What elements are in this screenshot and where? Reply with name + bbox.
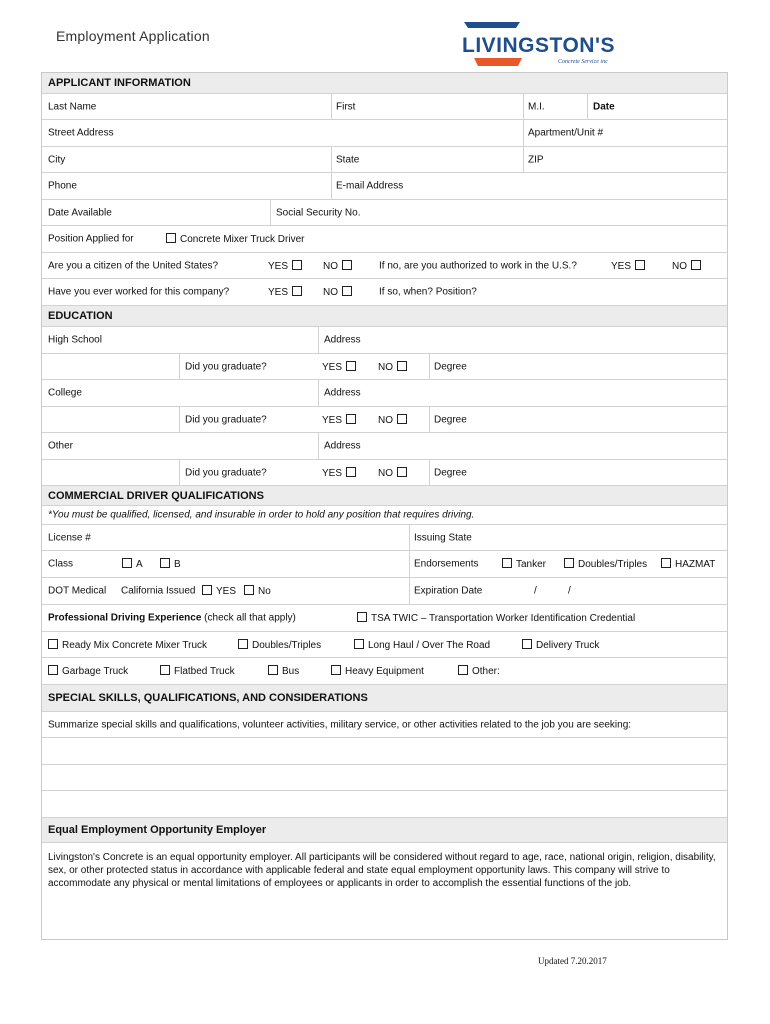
citizen-no[interactable]: NO: [323, 260, 356, 272]
college-label: College: [48, 387, 82, 399]
checkbox[interactable]: [244, 585, 254, 595]
street-row: [42, 120, 727, 147]
other-edu-field[interactable]: [42, 433, 318, 459]
checkbox[interactable]: [166, 233, 176, 243]
checkbox[interactable]: [346, 361, 356, 371]
last-name-label: Last Name: [48, 101, 97, 112]
graduate-question: Did you graduate?: [185, 467, 267, 478]
checkbox[interactable]: [48, 665, 58, 675]
tanker-option[interactable]: Tanker: [502, 558, 546, 570]
city-label: City: [48, 154, 66, 165]
delivery-option[interactable]: Delivery Truck: [522, 639, 599, 651]
worked-no[interactable]: NO: [323, 286, 356, 298]
phone-label: Phone: [48, 180, 77, 192]
date-separator: /: [568, 585, 571, 597]
authorized-yes[interactable]: YES: [611, 260, 649, 272]
authorized-question: If no, are you authorized to work in the U.S.?: [379, 260, 577, 271]
position-option: Concrete Mixer Truck Driver: [166, 233, 304, 245]
skills-line-1[interactable]: [42, 738, 727, 765]
ssn-label: Social Security No.: [276, 207, 361, 218]
apt-label: Apartment/Unit #: [528, 127, 604, 139]
updated-date: Updated 7.20.2017: [538, 956, 607, 966]
logo-subtitle: Concrete Service inc: [558, 59, 608, 65]
degree-field[interactable]: [429, 407, 730, 432]
section-title: Equal Employment Opportunity Employer: [48, 824, 267, 836]
checkbox[interactable]: [357, 612, 367, 622]
class-label: Class: [48, 558, 74, 570]
zip-field[interactable]: [523, 147, 730, 172]
college-field[interactable]: [42, 380, 318, 406]
city-field[interactable]: [42, 147, 331, 172]
checkbox[interactable]: [397, 361, 407, 371]
tsa-option[interactable]: TSA TWIC – Transportation Worker Identification Credential: [357, 612, 635, 624]
section-header-education: [42, 306, 727, 327]
graduate-question: Did you graduate?: [185, 414, 267, 425]
skills-prompt-row: [42, 712, 727, 738]
other-edu-label: Other: [48, 440, 74, 452]
last-name-field[interactable]: [42, 94, 331, 119]
apt-field[interactable]: [523, 120, 730, 146]
heavy-option[interactable]: Heavy Equipment: [331, 665, 424, 677]
other-address-field[interactable]: [318, 433, 730, 459]
checkbox[interactable]: [458, 665, 468, 675]
section-title: EDUCATION: [48, 310, 113, 322]
street-field[interactable]: [42, 120, 523, 146]
ca-issued-label: California Issued: [121, 585, 196, 597]
section-header-skills: [42, 685, 727, 712]
checkbox[interactable]: [292, 286, 302, 296]
checkbox[interactable]: [331, 665, 341, 675]
endorsements-cell: [409, 551, 730, 577]
state-label: State: [336, 154, 360, 165]
grad-no[interactable]: NO: [378, 467, 411, 479]
license-row: [42, 525, 727, 551]
graduate-cell: [179, 460, 430, 485]
when-question: If so, when? Position?: [379, 286, 477, 298]
experience-row-1: [42, 632, 727, 658]
degree-label: Degree: [434, 414, 467, 425]
checkbox[interactable]: [202, 585, 212, 595]
grad-no[interactable]: NO: [378, 361, 411, 373]
grad-yes[interactable]: YES: [322, 467, 360, 479]
logo-wordmark: LIVINGSTON'S: [462, 34, 615, 57]
high-school-label: High School: [48, 334, 102, 346]
cdl-note: *You must be qualified, licensed, and insurable in order to hold any position that requires driving.: [48, 509, 475, 521]
date-available-label: Date Available: [48, 207, 112, 218]
graduate-cell: [179, 354, 430, 379]
license-field[interactable]: [42, 525, 409, 550]
checkbox[interactable]: [238, 639, 248, 649]
flatbed-option[interactable]: Flatbed Truck: [160, 665, 235, 677]
high-school-field[interactable]: [42, 327, 318, 353]
license-label: License #: [48, 532, 91, 543]
citizen-yes[interactable]: YES: [268, 260, 306, 272]
worked-question: Have you ever worked for this company?: [48, 286, 230, 298]
degree-field[interactable]: [429, 354, 730, 379]
street-label: Street Address: [48, 127, 114, 139]
graduate-question: Did you graduate?: [185, 361, 267, 372]
class-a-option[interactable]: A: [122, 558, 143, 570]
state-field[interactable]: [331, 147, 524, 172]
exp-doubles-option[interactable]: Doubles/Triples: [238, 639, 321, 651]
section-title: APPLICANT INFORMATION: [48, 77, 191, 89]
name-row: [42, 94, 727, 120]
checkbox[interactable]: [661, 558, 671, 568]
cdl-note-row: [42, 506, 727, 525]
date-available-field[interactable]: [42, 200, 270, 225]
city-row: [42, 147, 727, 173]
college-address-field[interactable]: [318, 380, 730, 406]
class-cell: [42, 551, 409, 577]
skills-prompt: Summarize special skills and qualifications, volunteer activities, military service, or other activities related to the job you are seeking:: [48, 719, 632, 730]
citizen-row: [42, 253, 727, 279]
dot-medical-label: DOT Medical: [48, 585, 107, 597]
endorsements-label: Endorsements: [414, 558, 479, 570]
checkbox[interactable]: [522, 639, 532, 649]
checkbox[interactable]: [397, 414, 407, 424]
college-grad-row: [42, 407, 727, 433]
page-title: Employment Application: [56, 28, 210, 44]
issuing-state-label: Issuing State: [414, 532, 472, 543]
experience-row-2: [42, 658, 727, 685]
checkbox[interactable]: [397, 467, 407, 477]
checkbox[interactable]: [342, 260, 352, 270]
application-form: [41, 72, 728, 940]
checkbox[interactable]: [635, 260, 645, 270]
section-header-applicant: [42, 73, 727, 94]
eeo-statement: Livingston's Concrete is an equal opportunity employer. All participants will be considered without regard to age, race, national origin, religion, disability, sex, or other protected status in accordance with applicable federal and state equal employment opportunity laws. This company will strive to accommodate any physical or mental limitations of employees or applicants in order to accomplish the essential functions of the job.: [48, 852, 716, 889]
grad-no[interactable]: NO: [378, 414, 411, 426]
date-field[interactable]: [587, 94, 730, 119]
date-separator: /: [534, 585, 537, 597]
checkbox[interactable]: [122, 558, 132, 568]
position-label: Position Applied for: [48, 233, 134, 245]
first-name-label: First: [336, 101, 356, 112]
long-haul-option[interactable]: Long Haul / Over The Road: [354, 639, 490, 651]
authorized-no[interactable]: NO: [672, 260, 705, 272]
high-school-grad-row: [42, 354, 727, 380]
worked-row: [42, 279, 727, 306]
class-b-option[interactable]: B: [160, 558, 181, 570]
bus-option[interactable]: Bus: [268, 665, 299, 677]
experience-header-row: [42, 605, 727, 632]
other-edu-row: [42, 433, 727, 460]
issuing-state-field[interactable]: [409, 525, 730, 550]
ssn-field[interactable]: [270, 200, 730, 225]
checkbox[interactable]: [160, 665, 170, 675]
college-row: [42, 380, 727, 407]
email-label: E-mail Address: [336, 180, 404, 192]
dot-cell: [42, 578, 409, 604]
checkbox[interactable]: [564, 558, 574, 568]
mi-field[interactable]: [523, 94, 588, 119]
skills-line-3[interactable]: [42, 791, 727, 818]
checkbox[interactable]: [346, 467, 356, 477]
degree-label: Degree: [434, 361, 467, 372]
phone-row: [42, 173, 727, 200]
checkbox[interactable]: [48, 639, 58, 649]
mi-label: M.I.: [528, 101, 545, 112]
address-label: Address: [324, 440, 361, 452]
checkbox[interactable]: [268, 665, 278, 675]
degree-label: Degree: [434, 467, 467, 478]
class-row: [42, 551, 727, 578]
section-title: SPECIAL SKILLS, QUALIFICATIONS, AND CONSIDERATIONS: [48, 692, 368, 704]
skills-line-2[interactable]: [42, 765, 727, 791]
graduate-cell: [179, 407, 430, 432]
first-name-field[interactable]: [331, 94, 524, 119]
checkbox[interactable]: [160, 558, 170, 568]
hazmat-option[interactable]: HAZMAT: [661, 558, 715, 570]
address-label: Address: [324, 387, 361, 399]
citizen-question: Are you a citizen of the United States?: [48, 260, 219, 271]
dot-row: [42, 578, 727, 605]
section-header-eeo: [42, 818, 727, 843]
grad-yes[interactable]: YES: [322, 361, 360, 373]
dot-no-option[interactable]: No: [244, 585, 271, 597]
grad-yes[interactable]: YES: [322, 414, 360, 426]
other-exp-option[interactable]: Other:: [458, 665, 500, 677]
checkbox[interactable]: [691, 260, 701, 270]
availability-row: [42, 200, 727, 226]
garbage-option[interactable]: Garbage Truck: [48, 665, 128, 677]
checkbox[interactable]: [354, 639, 364, 649]
phone-field[interactable]: [42, 173, 331, 199]
ready-mix-option[interactable]: Ready Mix Concrete Mixer Truck: [48, 639, 207, 651]
experience-label: Professional Driving Experience (check all that apply): [48, 612, 296, 624]
company-logo: [460, 22, 650, 68]
high-school-row: [42, 327, 727, 354]
other-grad-row: [42, 460, 727, 486]
zip-label: ZIP: [528, 154, 544, 165]
checkbox[interactable]: [342, 286, 352, 296]
date-label: Date: [593, 101, 615, 112]
high-school-address-field[interactable]: [318, 327, 730, 353]
checkbox[interactable]: [502, 558, 512, 568]
degree-field[interactable]: [429, 460, 730, 485]
worked-yes[interactable]: YES: [268, 286, 306, 298]
doubles-option[interactable]: Doubles/Triples: [564, 558, 647, 570]
checkbox[interactable]: [292, 260, 302, 270]
address-label: Address: [324, 334, 361, 346]
expiration-field[interactable]: [409, 578, 730, 604]
eeo-body: [42, 843, 727, 940]
position-row: [42, 226, 727, 253]
checkbox[interactable]: [346, 414, 356, 424]
dot-yes-option[interactable]: YES: [202, 585, 236, 597]
email-field[interactable]: [331, 173, 730, 199]
section-header-cdl: [42, 486, 727, 506]
section-title: COMMERCIAL DRIVER QUALIFICATIONS: [48, 489, 264, 502]
expiration-label: Expiration Date: [414, 585, 483, 597]
